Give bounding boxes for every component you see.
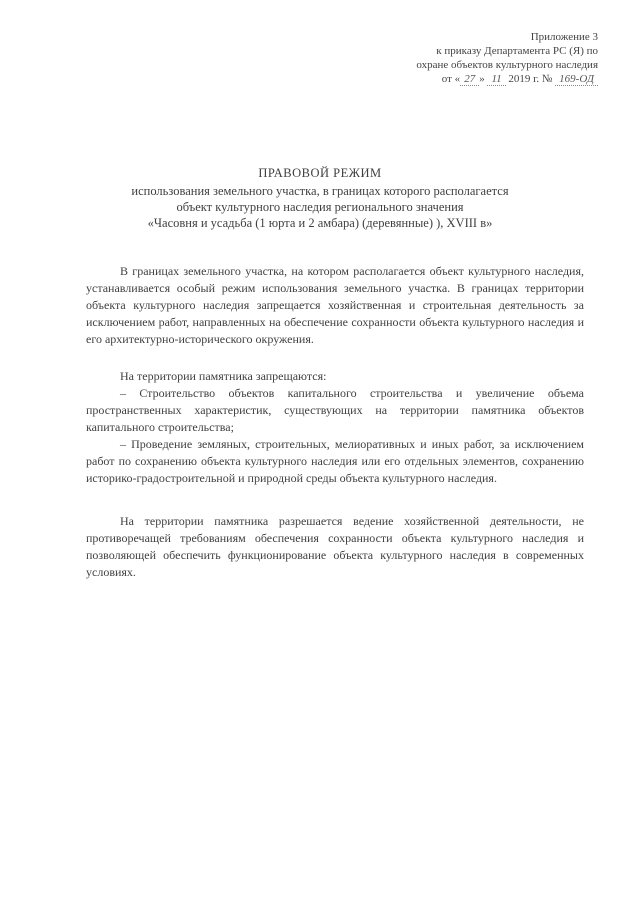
date-day: 27 [460,73,479,86]
date-mid: » [479,73,485,85]
paragraph-3: – Строительство объектов капитального строительства и увеличение объема пространственных характеристик, существующих на территории памятника объектов капитального строительства; [86,386,584,434]
title-main: ПРАВОВОЙ РЕЖИМ [258,166,382,180]
title-line-2: использования земельного участка, в границах которого располагается [131,184,509,198]
appendix-line-3: охране объектов культурного наследия [416,59,598,71]
paragraph-5: На территории памятника разрешается ведение хозяйственной деятельности, не противоречащей требованиям обеспечения сохранности объекта культурного наследия и позволяющей обеспечить функционирование объекта культурного наследия в современных условиях. [86,514,584,579]
title-line-4: «Часовня и усадьба (1 юрта и 2 амбара) (деревянные) ), XVIII в» [147,216,493,230]
document-body [86,263,584,581]
paragraph-4: – Проведение земляных, строительных, мелиоративных и иных работ, за исключением работ по сохранению объекта культурного наследия или его отдельных элементов, сохранению историко-градостроительной и природной среды объекта культурного наследия. [86,437,584,485]
appendix-date-line [416,72,598,86]
document-title [0,165,640,231]
paragraph-1: В границах земельного участка, на котором располагается объект культурного наследия, устанавливается особый режим использования земельного участка. В границах территории объекта культурного наследия запрещается хозяйственная и строительная деятельность за исключением работ, направленных на обеспечение сохранности объекта культурного наследия и его архитектурно-исторического окружения. [86,264,584,346]
date-prefix: от « [441,73,461,85]
date-month: 11 [487,73,505,86]
appendix-line-2: к приказу Департамента РС (Я) по [436,45,598,57]
appendix-line-1: Приложение 3 [530,31,598,43]
paragraph-2: На территории памятника запрещаются: [120,369,327,383]
date-year: 2019 г. № [508,73,553,85]
title-line-3: объект культурного наследия регионального значения [176,200,464,214]
order-number: 169-ОД [555,73,598,86]
appendix-header [416,30,598,86]
